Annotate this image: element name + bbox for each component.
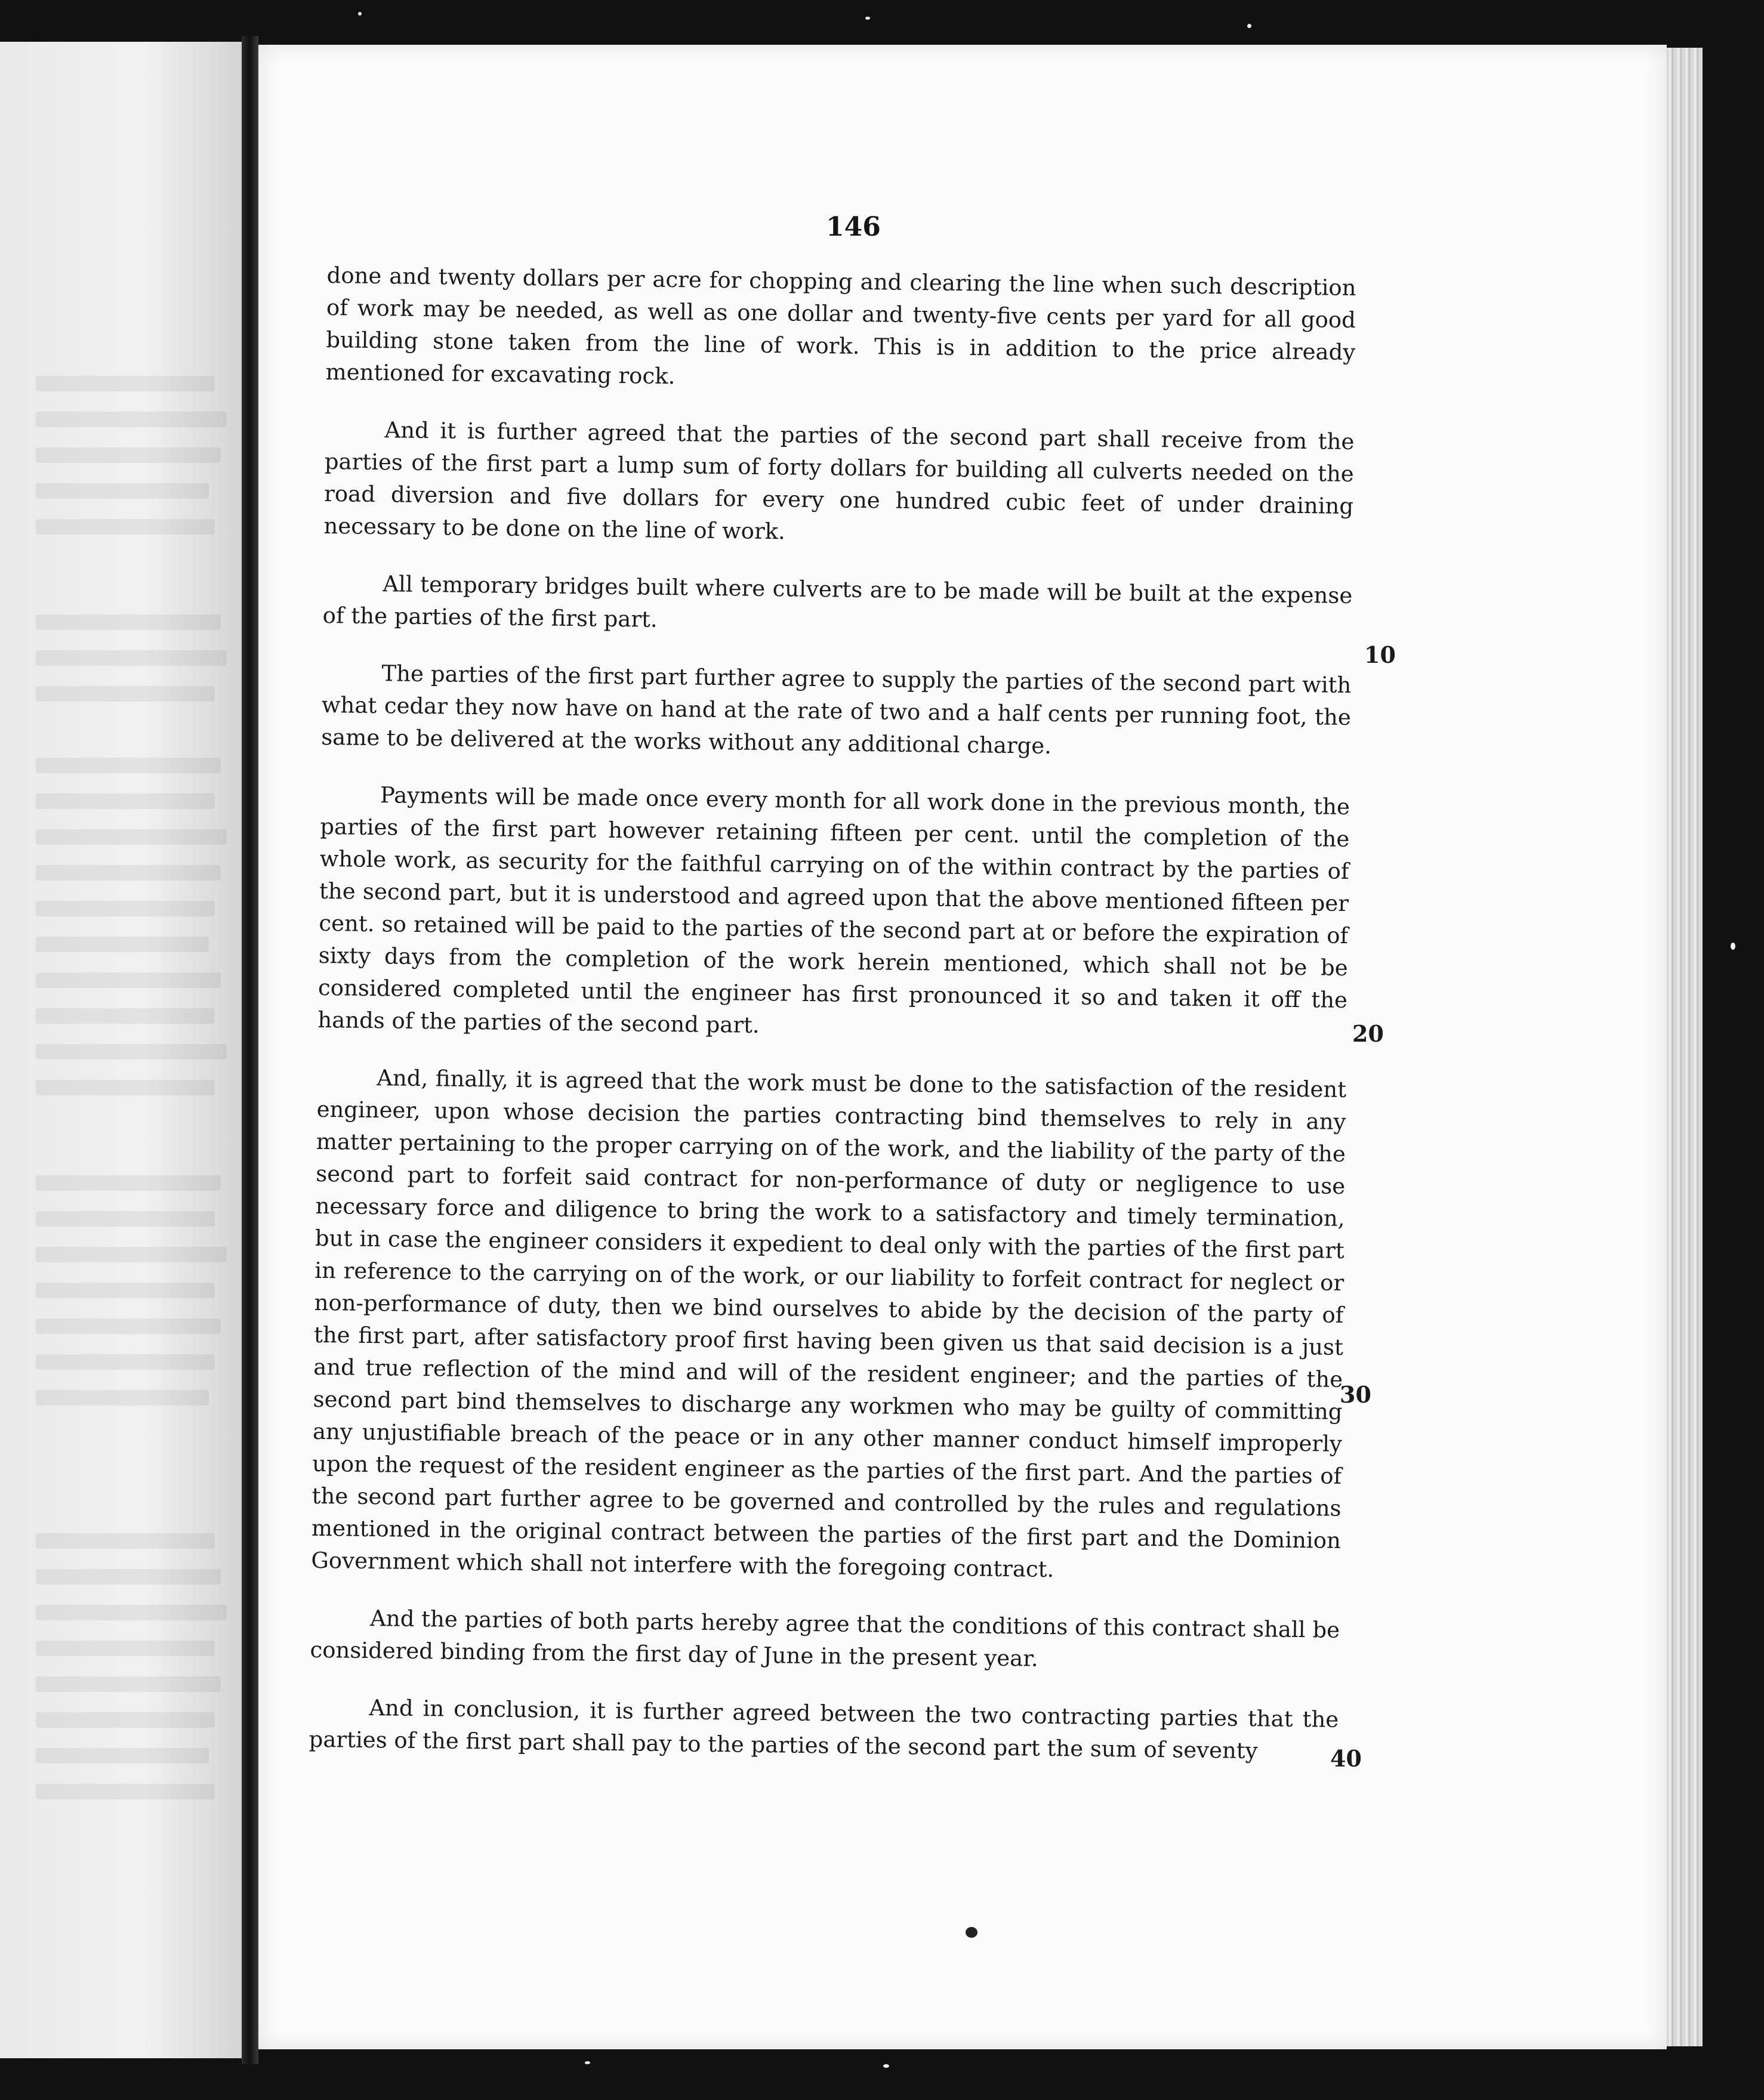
ghost-text-line (36, 1044, 227, 1060)
ghost-text-line (36, 1676, 221, 1692)
paragraph-3: All temporary bridges built where culverts are to be made will be built at the expense of the parties of the first part. (322, 571, 1353, 632)
ghost-text-line (36, 972, 221, 988)
ink-dot (966, 1927, 977, 1938)
dust-speck (1731, 943, 1735, 950)
line-number-30: 30 (1340, 1381, 1371, 1408)
ghost-text-line (36, 758, 221, 773)
paragraph-1: done and twenty dollars per acre for chopping and clearing the line when such description of work may be needed, as well as one dollar and twenty-five cents per yard for all good building stone taken from the line of work. This is in addition to the price already mentioned for excavating rock. (325, 262, 1356, 390)
ghost-text-line (36, 1008, 215, 1024)
body-text (309, 260, 1356, 1793)
book-gutter (242, 36, 258, 2064)
dust-speck (1247, 24, 1251, 28)
left-facing-page (0, 42, 242, 2058)
dust-speck (358, 12, 362, 16)
ghost-text-line (36, 519, 215, 535)
ghost-text-line (36, 1641, 215, 1656)
paragraph-2: And it is further agreed that the parties of the second part shall receive from the parties of the first part a lump sum of forty dollars for building all culverts needed on the road diversion and five dollars for every one hundred cubic feet of under draining necessary to be done on the line of work. (323, 417, 1355, 545)
line-number-40: 40 (1330, 1745, 1362, 1772)
ghost-text-line (36, 1784, 215, 1799)
ghost-text-line (36, 1390, 209, 1406)
paragraph-5: Payments will be made once every month for all work done in the previous month, the parties of the first part however retaining fifteen per cent. until the completion of the whole work, as security for the faithful carrying on of the within contract by the parties of the second part, but it is understood and agreed upon that the above mentioned fifteen per cent. so retained will be paid to the parties of the second part at or before the expiration of sixty days from the completion of the work herein mentioned, which shall not be be considered completed until the engineer has first pronounced it so and taken it off the hands of the parties of the second part. (317, 782, 1350, 1038)
ghost-text-line (36, 865, 221, 881)
ghost-text-line (36, 1533, 215, 1549)
paragraph-6: And, finally, it is agreed that the work must be done to the satisfaction of the resident engineer, upon whose decision the parties contracting bind themselves to rely in any matter pertaining to the proper carrying on of the work, and the liability of the party of the second part to forfeit said contract for non-performance of duty or negligence to use necessary force and diligence to bring the work to a satisfactory and timely termination, but in case the engineer considers it expedient to deal only with the parties of the first part in reference to the carrying on of the work, or our liability to forfeit contract for neglect or non-performance of duty, then we bind ourselves to abide by the decision of the party of the first part, after satisfactory proof first having been given us that said decision is a just and true reflection of the mind and will of the resident engineer; and the parties of the second part bind themselves to discharge any workmen who may be guilty of committing any unjustifiable breach of the peace or in any other manner conduct himself improperly upon the request of the resident engineer as the parties of the first part. And the parties of the second part further agree to be governed and controlled by the rules and regulations mentioned in the original contract between the parties of the first part and the Dominion Government which shall not interfere with the foregoing contract. (311, 1065, 1347, 1583)
ghost-text-line (36, 1283, 215, 1298)
paragraph-8: And in conclusion, it is further agreed between the two contracting parties that the parties of the first part shall pay to the parties of the second part the sum of seventy (309, 1695, 1339, 1764)
ghost-text-line (36, 1175, 221, 1191)
ghost-text-line (36, 1318, 221, 1334)
ghost-text-line (36, 1080, 215, 1095)
ghost-text-line (36, 1712, 215, 1728)
ghost-text-line (36, 412, 227, 427)
ghost-text-line (36, 650, 227, 666)
paragraph-4: The parties of the first part further agree to supply the parties of the second part with what cedar they now have on hand at the rate of two and a half cents per running foot, the same to be delivered at the works without any additional charge. (320, 660, 1352, 759)
page-edges (1667, 48, 1703, 2046)
ghost-text-line (36, 793, 215, 809)
ghost-text-line (36, 937, 209, 952)
ghost-text-line (36, 1247, 227, 1262)
line-number-20: 20 (1352, 1020, 1384, 1047)
ghost-text-line (36, 1605, 227, 1620)
ghost-text-line (36, 1569, 221, 1585)
paragraph-7: And the parties of both parts hereby agree that the conditions of this contract shall be considered binding from the first day of June in the present year. (310, 1605, 1340, 1672)
dust-speck (865, 17, 870, 20)
line-number-10: 10 (1364, 641, 1396, 668)
ghost-text-line (36, 1211, 215, 1227)
ghost-text-line (36, 614, 221, 630)
dust-speck (585, 2061, 590, 2064)
page-number: 146 (826, 212, 881, 242)
ghost-text-line (36, 1748, 209, 1764)
ghost-text-line (36, 1354, 215, 1370)
ghost-text-line (36, 686, 215, 702)
ghost-text-line (36, 447, 221, 463)
ghost-text-line (36, 829, 227, 845)
ghost-text-line (36, 901, 215, 916)
ghost-text-line (36, 483, 209, 499)
dust-speck (883, 2064, 889, 2068)
ghost-text-line (36, 376, 215, 391)
